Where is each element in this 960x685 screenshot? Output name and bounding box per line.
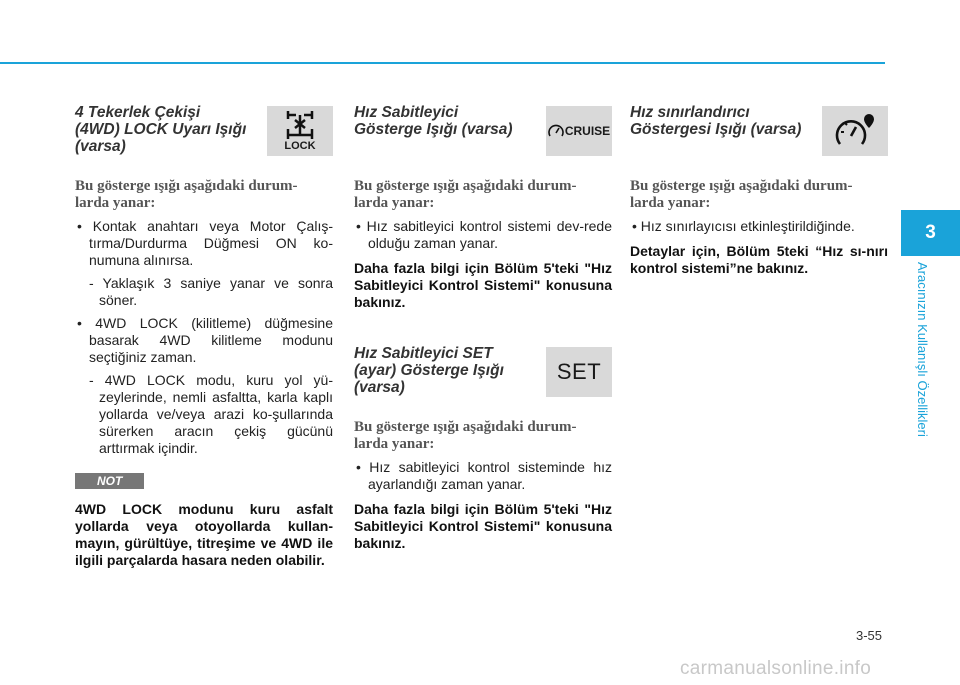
note-text: Detaylar için, Bölüm 5teki “Hız sı-nırı kontrol sistemi”ne bakınız.: [630, 243, 888, 276]
section-header: [75, 104, 333, 156]
lead-text: Bu gösterge ışığı aşağıdaki durum- larda yanar:: [75, 178, 298, 211]
section-title: 4 Tekerlek Çekişi (4WD) LOCK Uyarı Işığı (varsa): [75, 104, 247, 155]
speedometer-icon: [548, 123, 564, 139]
lead-text: Bu gösterge ışığı aşağıdaki durum- larda yanar:: [630, 178, 853, 211]
cruise-label: CRUISE: [564, 124, 611, 138]
note-text: Daha fazla bilgi için Bölüm 5'teki "Hız Sabitleyici Kontrol Sistemi" konusuna bakınız.: [354, 501, 612, 551]
section-title: Hız sınırlandırıcı Göstergesi Işığı (varsa): [630, 104, 802, 138]
sub-item: - Yaklaşık 3 saniye yanar ve sonra söner.: [89, 275, 333, 308]
section-title: Hız Sabitleyici SET (ayar) Gösterge Işığı (varsa): [354, 345, 504, 396]
speed-limiter-gauge-icon: [833, 112, 877, 150]
column-cruise: [354, 104, 612, 552]
page-number: 3-55: [856, 628, 883, 643]
set-label: SET: [556, 359, 602, 384]
lead-text: Bu gösterge ışığı aşağıdaki durum- larda yanar:: [354, 419, 577, 452]
bullet-item: • 4WD LOCK (kilitleme) düğmesine basarak 4WD kilitleme modunu seçtiğiniz zaman.: [77, 315, 333, 365]
chapter-side-title: [908, 262, 932, 462]
set-icon: [546, 347, 612, 397]
column-speed-limiter: [630, 104, 888, 277]
sub-item: - 4WD LOCK modu, kuru yol yü-zeylerinde, nemli asfaltta, karla kaplı yollarda ve/veya arazi ko-şullarında sürerken aracın çekiş gücünü arttırmak içindir.: [89, 372, 333, 456]
cruise-icon: [546, 106, 612, 156]
bullet-item: • Hız sabitleyici kontrol sisteminde hız ayarlandığı zaman yanar.: [356, 459, 612, 492]
bullet-item: • Hız sınırlayıcısı etkinleştirildiğinde.: [632, 218, 855, 234]
speed-limiter-icon: [822, 106, 888, 156]
section-header: [630, 104, 888, 156]
note-text: Daha fazla bilgi için Bölüm 5'teki "Hız Sabitleyici Kontrol Sistemi" konusuna bakınız.: [354, 260, 612, 310]
drivetrain-icon: [283, 111, 317, 139]
section-header: [354, 104, 612, 156]
watermark: carmanualsonline.info: [680, 658, 872, 679]
4wd-lock-icon: [267, 106, 333, 156]
lock-label: LOCK: [284, 139, 316, 152]
bullet-item: • Kontak anahtarı veya Motor Çalış-tırma/Durdurma Düğmesi ON ko-numuna alınırsa.: [77, 218, 333, 268]
section-title: Hız Sabitleyici Gösterge Işığı (varsa): [354, 104, 513, 138]
chapter-title-text: Aracınızın Kullanışlı Özellikleri: [915, 262, 930, 437]
bullet-item: • Hız sabitleyici kontrol sistemi dev-rede olduğu zaman yanar.: [356, 218, 612, 251]
lead-text: Bu gösterge ışığı aşağıdaki durum- larda yanar:: [354, 178, 577, 211]
chapter-tab: 3: [901, 210, 960, 256]
column-4wd-lock: [75, 104, 333, 569]
note-badge: NOT: [75, 473, 144, 489]
note-text: 4WD LOCK modunu kuru asfalt yollarda veya otoyollarda kullan-mayın, gürültüye, titreşime ve 4WD ile ilgili parçalarda hasara neden olabilir.: [75, 501, 333, 568]
section-header: [354, 345, 612, 397]
header-rule: [0, 62, 885, 64]
